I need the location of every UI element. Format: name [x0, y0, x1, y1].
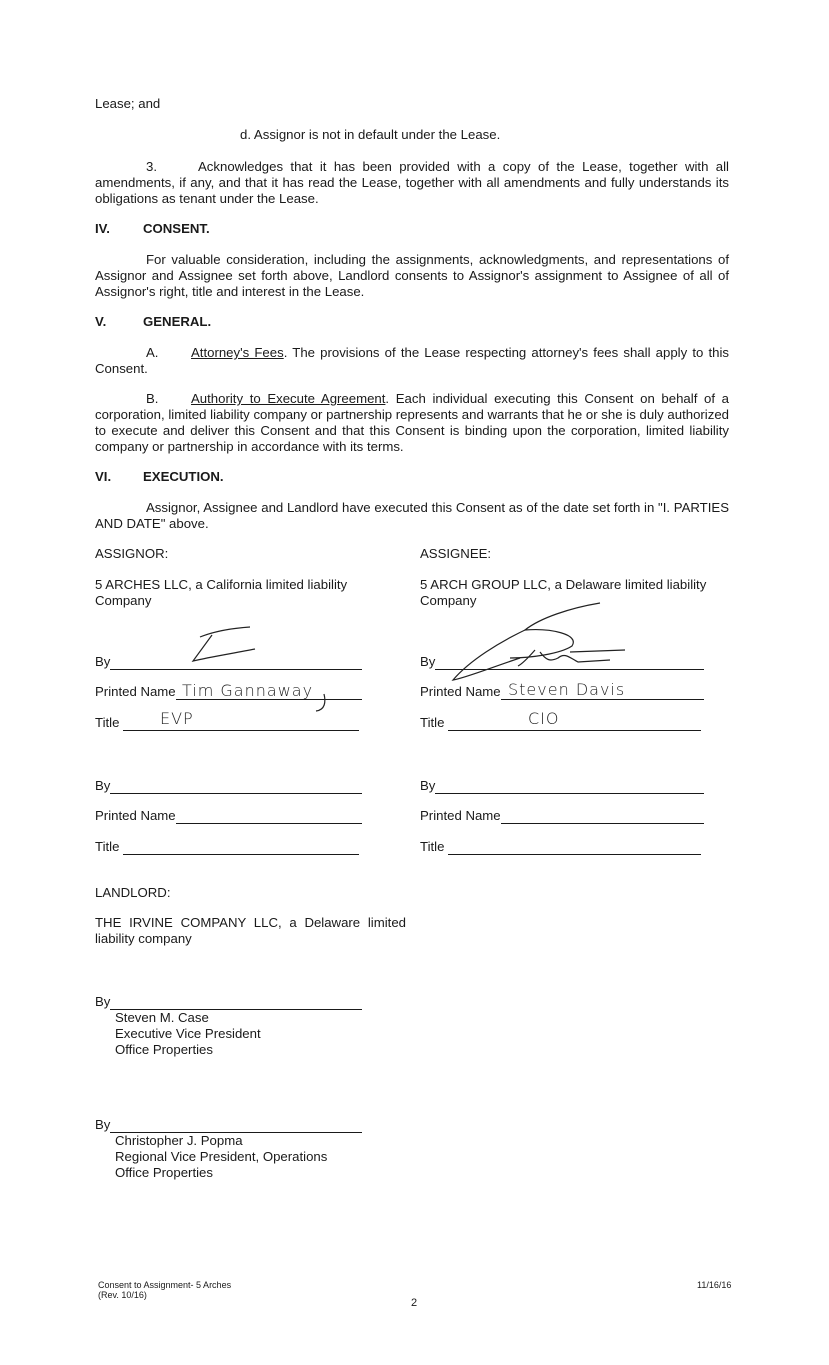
assignee-signature-icon: [450, 600, 650, 685]
general-b-paragraph: [95, 391, 729, 455]
title-line[interactable]: [123, 716, 359, 731]
assignee-entity-line2: Company: [420, 593, 477, 608]
general-a-paragraph: [95, 345, 729, 377]
section-title: GENERAL.: [143, 314, 212, 329]
printed-name-label: Printed Name: [95, 684, 176, 699]
consent-text: For valuable consideration, including the assignments, acknowledgments, and representations of Assignor and Assignee set forth above, Landlord consents to Assignor's assignment to Assignee of all of Assignor's right, title and interest in the Lease.: [95, 252, 729, 299]
section-number: VI.: [95, 469, 112, 484]
general-b-title: Authority to Execute Agreement: [191, 391, 386, 406]
signature-line[interactable]: [110, 1118, 362, 1133]
signer-name: Steven M. Case: [115, 1010, 209, 1025]
printed-name-line[interactable]: [501, 809, 704, 824]
assignor-title-field[interactable]: [95, 715, 359, 731]
title-line[interactable]: [448, 716, 701, 731]
section-general-heading: [95, 314, 211, 329]
printed-name-line[interactable]: [176, 809, 362, 824]
by-label: By: [95, 778, 111, 793]
signer-title: Regional Vice President, Operations: [115, 1149, 328, 1164]
assignor-printed-name-handwritten: Tim Gannaway: [182, 681, 314, 700]
assignor-printed-name-field-2[interactable]: [95, 808, 362, 824]
footer-date: 11/16/16: [697, 1280, 732, 1290]
assignor-entity: [95, 577, 347, 609]
section-execution-heading: [95, 469, 224, 484]
assignor-entity-line2: Company: [95, 593, 152, 608]
printed-name-label: Printed Name: [420, 684, 501, 699]
landlord-by-field-1[interactable]: [95, 994, 362, 1010]
title-label: Title: [420, 715, 445, 730]
by-label: By: [95, 1117, 111, 1132]
assignor-title-handwritten: EVP: [160, 709, 194, 728]
assignor-entity-line1: 5 ARCHES LLC, a California limited liability: [95, 577, 348, 592]
general-a-number: A.: [146, 345, 159, 360]
signature-line[interactable]: [435, 779, 704, 794]
signer-department: Office Properties: [115, 1165, 213, 1180]
footer-doc-title: Consent to Assignment- 5 Arches: [98, 1280, 232, 1290]
signer-name: Christopher J. Popma: [115, 1133, 243, 1148]
by-label: By: [95, 994, 111, 1009]
printed-name-label: Printed Name: [420, 808, 501, 823]
landlord-heading: LANDLORD:: [95, 885, 171, 900]
lease-and-text: Lease; and: [95, 96, 161, 111]
title-line[interactable]: [123, 840, 359, 855]
assignee-heading: ASSIGNEE:: [420, 546, 492, 561]
footer-doc-info: [98, 1280, 231, 1300]
assignee-printed-name-field-2[interactable]: [420, 808, 704, 824]
landlord-signer-2: [115, 1133, 327, 1181]
general-a-title: Attorney's Fees: [191, 345, 284, 360]
general-a-text: . The provisions of the Lease respecting attorney's fees shall apply to this Consent.: [95, 345, 729, 376]
footer-revision: (Rev. 10/16): [98, 1290, 147, 1300]
landlord-entity-line1: THE IRVINE COMPANY LLC, a Delaware limited: [95, 915, 406, 930]
assignee-title-handwritten: CIO: [528, 709, 560, 728]
title-line[interactable]: [448, 840, 701, 855]
assignee-title-field[interactable]: [420, 715, 701, 731]
page-number: 2: [411, 1297, 418, 1309]
assignee-by-field-2[interactable]: [420, 778, 704, 794]
landlord-signer-1: [115, 1010, 261, 1058]
execution-text: Assignor, Assignee and Landlord have executed this Consent as of the date set forth in "I. PARTIES AND DATE" above.: [95, 500, 729, 531]
by-label: By: [420, 778, 436, 793]
item-3-number: 3.: [146, 159, 157, 174]
title-label: Title: [95, 839, 120, 854]
printed-name-label: Printed Name: [95, 808, 176, 823]
landlord-by-field-2[interactable]: [95, 1117, 362, 1133]
section-number: IV.: [95, 221, 110, 236]
title-label: Title: [95, 715, 120, 730]
title-label: Title: [420, 839, 445, 854]
assignee-title-field-2[interactable]: [420, 839, 701, 855]
section-number: V.: [95, 314, 107, 329]
item-3-paragraph: [95, 159, 729, 207]
section-title: CONSENT.: [143, 221, 210, 236]
signer-title: Executive Vice President: [115, 1026, 261, 1041]
general-b-text: . Each individual executing this Consent on behalf of a corporation, limited liability company or partnership represents and warrants that he or she is duly authorized to execute and deliver this Consent and that this Consent is binding upon the corporation, limited liability company or partnership in accordance with its terms.: [95, 391, 729, 454]
item-d-text: d. Assignor is not in default under the Lease.: [240, 127, 501, 142]
signature-line[interactable]: [110, 995, 362, 1010]
general-b-number: B.: [146, 391, 159, 406]
execution-paragraph: [95, 500, 729, 532]
assignor-heading: ASSIGNOR:: [95, 546, 169, 561]
section-title: EXECUTION.: [143, 469, 224, 484]
assignee-entity-line1: 5 ARCH GROUP LLC, a Delaware limited liability: [420, 577, 707, 592]
assignor-title-field-2[interactable]: [95, 839, 359, 855]
item-3-text: Acknowledges that it has been provided with a copy of the Lease, together with all amendments, if any, and that it has read the Lease, together with all amendments and fully understands its obligations as tenant under the Lease.: [95, 159, 729, 206]
assignee-printed-name-handwritten: Steven Davis: [508, 680, 626, 699]
signature-line[interactable]: [110, 779, 362, 794]
by-label: By: [95, 654, 111, 669]
landlord-entity-line2: liability company: [95, 931, 192, 946]
assignor-by-field-2[interactable]: [95, 778, 362, 794]
by-label: By: [420, 654, 436, 669]
signer-department: Office Properties: [115, 1042, 213, 1057]
assignor-signature-icon: [190, 625, 260, 665]
section-consent-heading: [95, 221, 210, 236]
assignor-name-flourish-icon: [314, 692, 330, 714]
consent-paragraph: [95, 252, 729, 300]
landlord-entity: [95, 915, 406, 947]
